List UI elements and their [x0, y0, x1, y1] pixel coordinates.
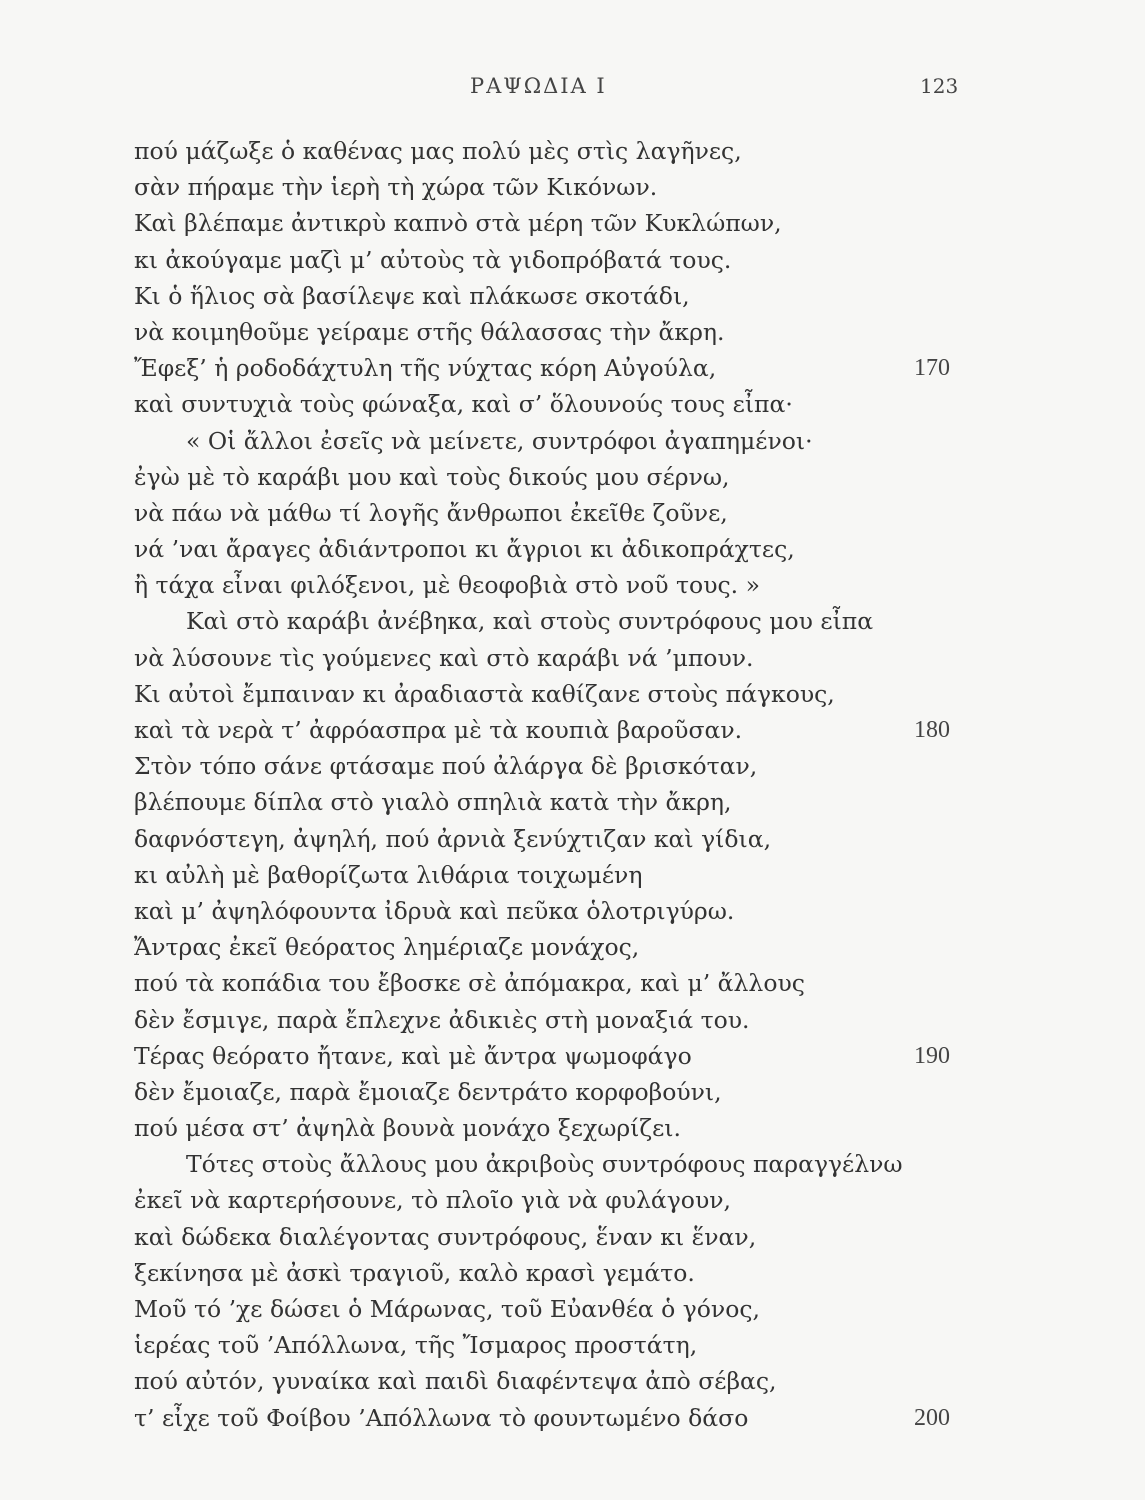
- verse-text: ἐκεῖ νὰ καρτερήσουνε, τὸ πλοῖο γιὰ νὰ φυλάγουν,: [134, 1186, 732, 1215]
- verse-line: [134, 712, 994, 748]
- verse-line: [134, 278, 994, 314]
- verse-line: [134, 1002, 994, 1038]
- verse-text: Καὶ στὸ καράβι ἀνέβηκα, καὶ στοὺς συντρόφους μου εἶπα: [186, 607, 874, 636]
- verse-line: [134, 1182, 994, 1218]
- verse-line: [134, 784, 994, 820]
- verse-line: [134, 1219, 994, 1255]
- verse-text: κι αὐλὴ μὲ βαθορίζωτα λιθάρια τοιχωμένη: [134, 860, 643, 889]
- verse-text: Κι αὐτοὶ ἔμπαιναν κι ἀραδιαστὰ καθίζανε στοὺς πάγκους,: [134, 679, 835, 708]
- verse-line: [134, 821, 994, 857]
- verse-text: ἐγὼ μὲ τὸ καράβι μου καὶ τοὺς δικούς μου σέρνω,: [134, 462, 730, 491]
- line-number: 190: [914, 1042, 950, 1069]
- verse-text: Μοῦ τό ’χε δώσει ὁ Μάρωνας, τοῦ Εὐανθέα ὁ γόνος,: [134, 1295, 760, 1323]
- verse-text: τ’ εἶχε τοῦ Φοίβου ’Απόλλωνα τὸ φουντωμένο δάσο: [134, 1403, 749, 1432]
- verse-line: [134, 1146, 994, 1182]
- verse-text: νὰ λύσουνε τὶς γούμενες καὶ στὸ καράβι νά ’μπουν.: [134, 643, 754, 672]
- verse-text: καὶ τὰ νερὰ τ’ ἀφρόασπρα μὲ τὰ κουπιὰ βαροῦσαν.: [134, 716, 743, 744]
- verse-line: [134, 423, 994, 459]
- verse-line: [134, 748, 994, 784]
- verse-text: πού μάζωξε ὁ καθένας μας πολύ μὲς στὶς λαγῆνες,: [134, 137, 742, 165]
- page-number: 123: [920, 74, 959, 98]
- verse-text: σὰν πήραμε τὴν ἱερὴ τὴ χώρα τῶν Κικόνων.: [134, 173, 658, 202]
- verse-text: Τέρας θεόρατο ἤτανε, καὶ μὲ ἄντρα ψωμοφάγο: [134, 1041, 692, 1070]
- running-head: ΡΑΨΩΔΙΑ Ι: [470, 74, 607, 98]
- verse-text: Ἄντρας ἐκεῖ θεόρατος λημέριαζε μονάχος,: [134, 933, 640, 962]
- verse-line: [134, 1327, 994, 1363]
- line-number: 200: [914, 1404, 950, 1431]
- verse-line: [134, 893, 994, 929]
- verse-line: [134, 459, 994, 495]
- verse-text: πού μέσα στ’ ἀψηλὰ βουνὰ μονάχο ξεχωρίζει.: [134, 1114, 681, 1143]
- verse-text: δὲν ἔμοιαζε, παρὰ ἔμοιαζε δεντράτο κορφοβούνι,: [134, 1077, 722, 1106]
- verse-text: κι ἀκούγαμε μαζὶ μ’ αὐτοὺς τὰ γιδοπρόβατά τους.: [134, 245, 732, 274]
- verse-line: [134, 386, 994, 422]
- verse-line: [134, 314, 994, 350]
- verse-block: [134, 133, 994, 1436]
- verse-text: Ἔφεξ’ ἡ ροδοδάχτυλη τῆς νύχτας κόρη Αὐγούλα,: [134, 354, 717, 383]
- verse-text: δαφνόστεγη, ἀψηλή, πού ἀρνιὰ ξενύχτιζαν καὶ γίδια,: [134, 824, 772, 853]
- verse-text: καὶ συντυχιὰ τοὺς φώναξα, καὶ σ’ ὅλουνούς τους εἶπα·: [134, 390, 793, 419]
- verse-line: [134, 242, 994, 278]
- verse-line: [134, 965, 994, 1001]
- verse-line: [134, 1110, 994, 1146]
- verse-text: « Οἱ ἄλλοι ἐσεῖς νὰ μείνετε, συντρόφοι ἀγαπημένοι·: [186, 426, 813, 455]
- verse-text: Στὸν τόπο σάνε φτάσαμε πού ἀλάργα δὲ βρισκόταν,: [134, 752, 758, 781]
- verse-text: Κι ὁ ἥλιος σὰ βασίλεψε καὶ πλάκωσε σκοτάδι,: [134, 281, 690, 310]
- verse-text: νὰ πάω νὰ μάθω τί λογῆς ἄνθρωποι ἐκεῖθε ζοῦνε,: [134, 498, 728, 527]
- verse-text: ἢ τάχα εἶναι φιλόξενοι, μὲ θεοφοβιὰ στὸ νοῦ τους. »: [134, 571, 760, 600]
- verse-line: [134, 857, 994, 893]
- verse-line: [134, 640, 994, 676]
- line-number: 170: [914, 355, 950, 382]
- verse-text: Τότες στοὺς ἄλλους μου ἀκριβοὺς συντρόφους παραγγέλνω: [186, 1150, 903, 1179]
- verse-text: πού αὐτόν, γυναίκα καὶ παιδὶ διαφέντεψα ἀπὸ σέβας,: [134, 1367, 777, 1396]
- verse-text: βλέπουμε δίπλα στὸ γιαλὸ σπηλιὰ κατὰ τὴν ἄκρη,: [134, 788, 732, 817]
- verse-line: [134, 567, 994, 603]
- verse-line: [134, 1038, 994, 1074]
- verse-line: [134, 1400, 994, 1436]
- verse-text: ἱερέας τοῦ ’Απόλλωνα, τῆς Ἴσμαρος προστάτη,: [134, 1331, 698, 1360]
- verse-line: [134, 929, 994, 965]
- verse-line: [134, 350, 994, 386]
- verse-text: δὲν ἔσμιγε, παρὰ ἔπλεχνε ἀδικιὲς στὴ μοναξιά του.: [134, 1005, 750, 1034]
- verse-text: νά ’ναι ἄραγες ἀδιάντροποι κι ἄγριοι κι ἀδικοπράχτες,: [134, 535, 795, 564]
- verse-text: ξεκίνησα μὲ ἀσκὶ τραγιοῦ, καλὸ κρασὶ γεμάτο.: [134, 1258, 695, 1287]
- verse-line: [134, 495, 994, 531]
- verse-line: [134, 1291, 994, 1327]
- verse-line: [134, 531, 994, 567]
- verse-text: πού τὰ κοπάδια του ἔβοσκε σὲ ἀπόμακρα, καὶ μ’ ἄλλους: [134, 969, 805, 998]
- verse-text: καὶ μ’ ἀψηλόφουντα ἰδρυὰ καὶ πεῦκα ὁλοτριγύρω.: [134, 896, 735, 925]
- verse-text: νὰ κοιμηθοῦμε γείραμε στῆς θάλασσας τὴν ἄκρη.: [134, 317, 725, 346]
- verse-text: Καὶ βλέπαμε ἀντικρὺ καπνὸ στὰ μέρη τῶν Κυκλώπων,: [134, 209, 782, 238]
- verse-line: [134, 1255, 994, 1291]
- verse-line: [134, 169, 994, 205]
- verse-line: [134, 133, 994, 169]
- verse-line: [134, 603, 994, 639]
- verse-line: [134, 205, 994, 241]
- verse-text: καὶ δώδεκα διαλέγοντας συντρόφους, ἕναν κι ἕναν,: [134, 1222, 757, 1251]
- verse-line: [134, 1363, 994, 1399]
- line-number: 180: [914, 717, 950, 743]
- verse-line: [134, 1074, 994, 1110]
- verse-line: [134, 676, 994, 712]
